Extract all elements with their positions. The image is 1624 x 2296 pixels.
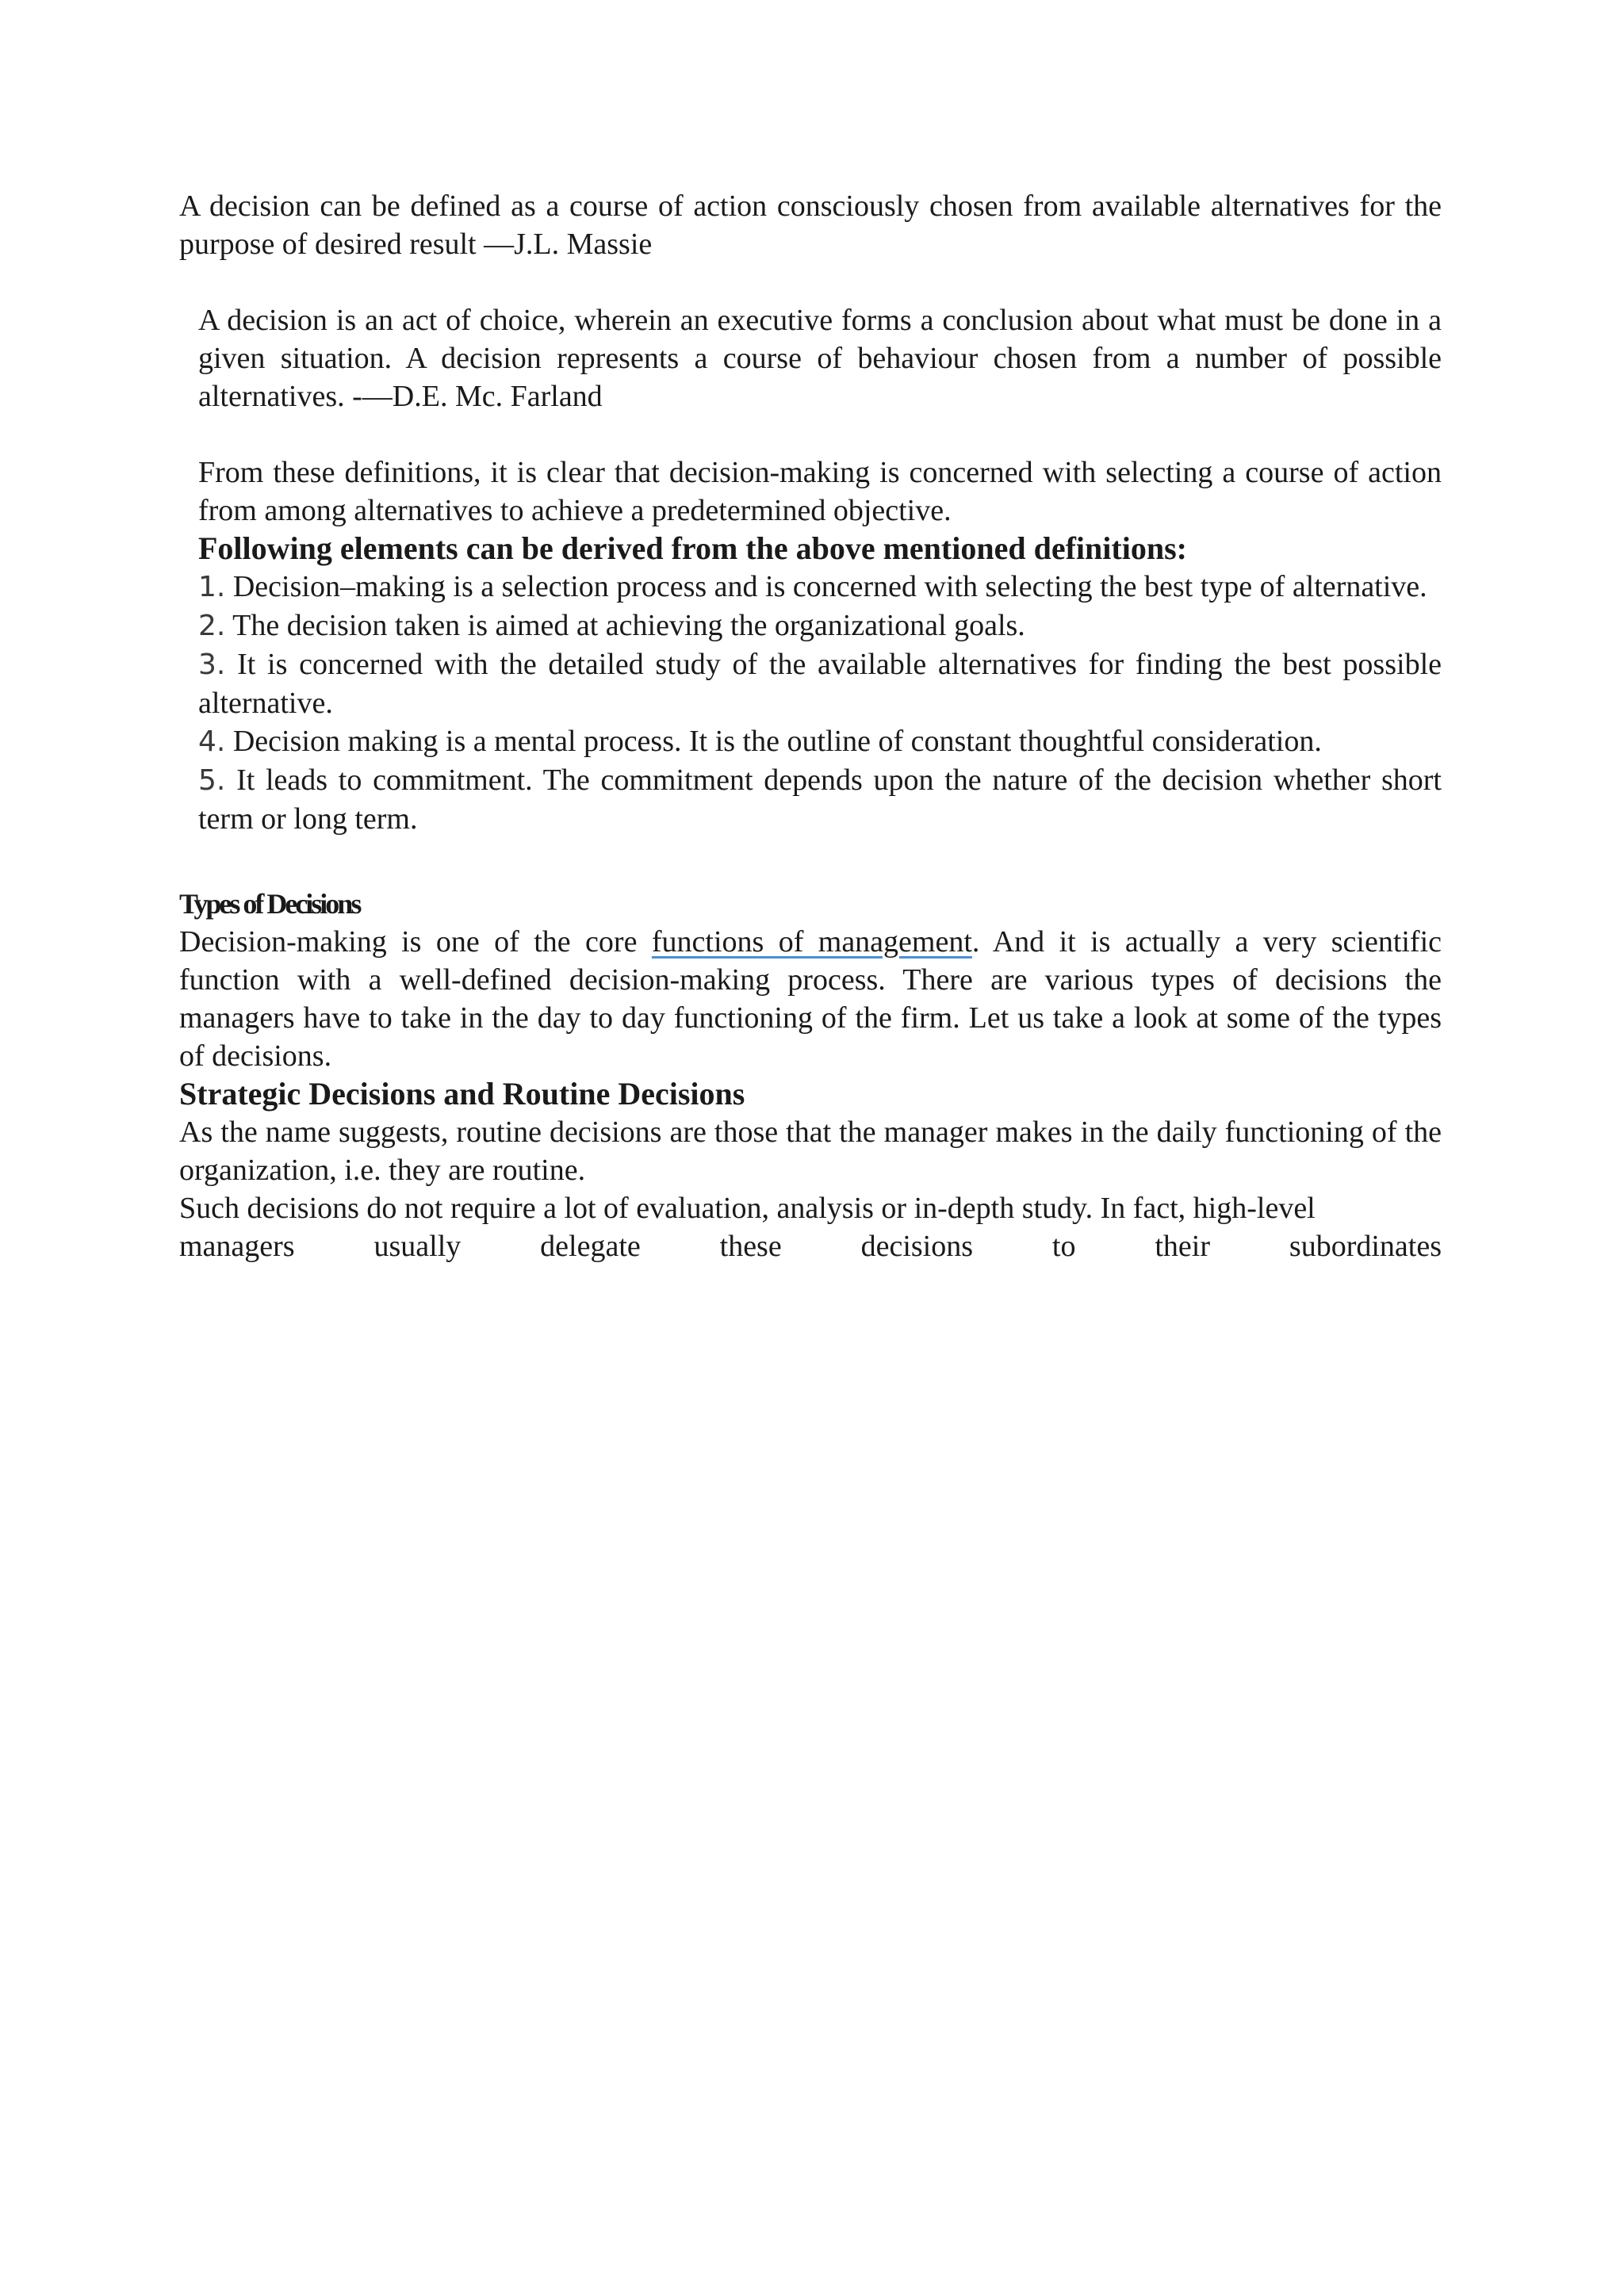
list-item: [198, 722, 1442, 761]
list-item-number: 5.: [198, 764, 226, 797]
elements-list: [198, 568, 1442, 838]
list-item: [198, 607, 1442, 645]
list-item-number: 1.: [198, 571, 226, 603]
list-item-number: 3.: [198, 649, 226, 681]
types-of-decisions-heading: Types of Decisions: [179, 888, 360, 920]
list-item-text: It is concerned with the detailed study of the available alternatives for finding the best possible alternative.: [198, 648, 1442, 720]
list-item-text: It leads to commitment. The commitment depends upon the nature of the decision whether short term or long term.: [198, 763, 1442, 836]
strategic-routine-heading: Strategic Decisions and Routine Decisions: [179, 1076, 745, 1112]
list-item-text: The decision taken is aimed at achieving the organizational goals.: [225, 609, 1025, 642]
types-intro-text-end: . And it is actually a very scientific function with a well-defined decision-making process. There are various types of decisions the managers have to take in the day to day functioning of the firm. Let us take a look at some of the types of decisions.: [179, 925, 1442, 1073]
delegation-paragraph: [179, 1189, 1442, 1265]
definitions-summary-paragraph: From these definitions, it is clear that decision-making is concerned with selecting a course of action from among alternatives to achieve a predetermined objective.: [198, 456, 1442, 527]
list-item-text: Decision making is a mental process. It is the outline of constant thoughtful consideration.: [225, 725, 1322, 758]
list-item-text: Decision–making is a selection process and is concerned with selecting the best type of alternative.: [225, 570, 1427, 603]
functions-of-management-link[interactable]: functions of management: [651, 925, 972, 959]
delegation-text: Such decisions do not require a lot of evaluation, analysis or in-depth study. In fact, high-level: [179, 1192, 1316, 1225]
list-item: [198, 645, 1442, 722]
list-item-number: 4.: [198, 725, 226, 758]
list-item: [198, 568, 1442, 607]
list-item: [198, 761, 1442, 838]
routine-decisions-paragraph: As the name suggests, routine decisions are those that the manager makes in the daily functioning of the organization, i.e. they are routine.: [179, 1115, 1442, 1187]
list-item-number: 2.: [198, 610, 226, 642]
delegation-last-line: managers usually delegate these decisions to their subordinates: [179, 1230, 1442, 1263]
massie-definition-paragraph: A decision can be defined as a course of action consciously chosen from available alternatives for the purpose of desired result —J.L. Massie: [179, 189, 1442, 261]
elements-heading: Following elements can be derived from the above mentioned definitions:: [198, 530, 1187, 566]
farland-definition-paragraph: A decision is an act of choice, wherein an executive forms a conclusion about what must be done in a given situation. A decision represents a course of behaviour chosen from a number of possible alternatives. -—D.E. Mc. Farland: [198, 304, 1442, 413]
types-intro-paragraph: [179, 923, 1442, 1075]
types-intro-text-start: Decision-making is one of the core: [179, 925, 652, 959]
